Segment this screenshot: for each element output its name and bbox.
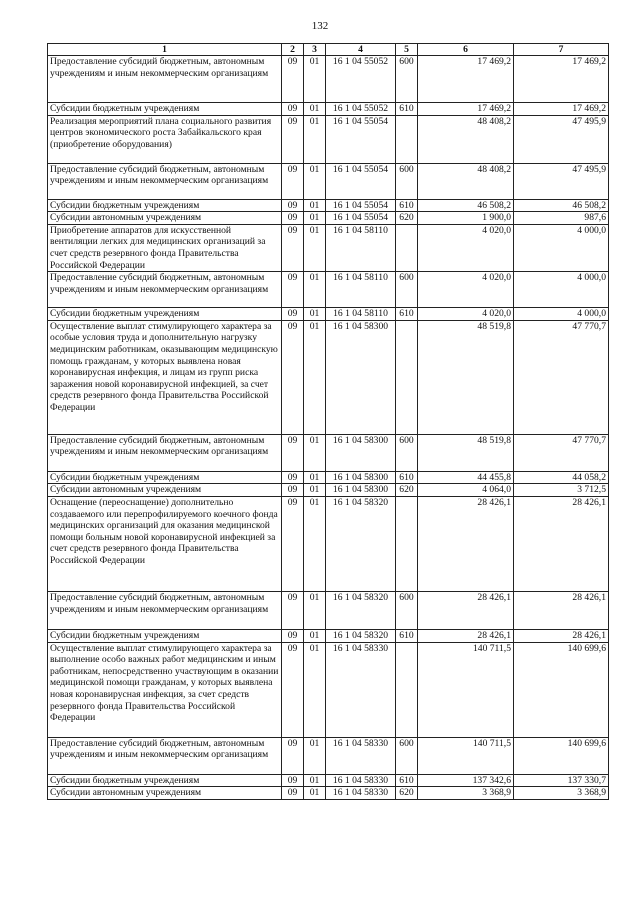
row-sum-actual: 3 712,5 [514, 484, 609, 497]
row-target-article: 16 1 04 55054 [326, 212, 396, 225]
row-sum-actual: 987,6 [514, 212, 609, 225]
table-row [48, 103, 609, 116]
row-target-article: 16 1 04 55052 [326, 56, 396, 103]
row-sum-actual: 28 426,1 [514, 496, 609, 591]
row-expense-type: 600 [396, 737, 418, 774]
header-col-7: 7 [514, 44, 609, 56]
row-subsection: 01 [304, 163, 326, 199]
row-target-article: 16 1 04 58330 [326, 737, 396, 774]
table-row [48, 496, 609, 591]
row-name: Субсидии бюджетным учреждениям [48, 629, 282, 642]
row-sum-actual: 140 699,6 [514, 737, 609, 774]
row-subsection: 01 [304, 434, 326, 471]
row-expense-type: 610 [396, 629, 418, 642]
row-subsection: 01 [304, 308, 326, 321]
row-target-article: 16 1 04 58330 [326, 787, 396, 800]
row-sum-actual: 28 426,1 [514, 629, 609, 642]
row-name: Осуществление выплат стимулирующего характера за особые условия труда и дополнительную нагрузку медицинским работникам, оказывающим медицинскую помощь гражданам, у которых выявлена новая коронавирусная инфекция, и лицам из групп риска заражения новой коронавирусной инфекцией, за счет средств резервного фонда Правительства Российской Федерации [48, 320, 282, 434]
row-subsection: 01 [304, 591, 326, 629]
row-section: 09 [282, 308, 304, 321]
row-target-article: 16 1 04 58330 [326, 642, 396, 737]
row-section: 09 [282, 199, 304, 212]
row-expense-type: 610 [396, 774, 418, 787]
row-sum-actual: 28 426,1 [514, 591, 609, 629]
row-name: Субсидии бюджетным учреждениям [48, 471, 282, 484]
row-section: 09 [282, 484, 304, 497]
row-target-article: 16 1 04 58110 [326, 272, 396, 308]
row-name: Предоставление субсидий бюджетным, автономным учреждениям и иным некоммерческим организациям [48, 434, 282, 471]
row-target-article: 16 1 04 58320 [326, 496, 396, 591]
row-section: 09 [282, 434, 304, 471]
row-subsection: 01 [304, 774, 326, 787]
row-section: 09 [282, 224, 304, 271]
row-expense-type: 600 [396, 56, 418, 103]
row-sum-actual: 44 058,2 [514, 471, 609, 484]
row-subsection: 01 [304, 642, 326, 737]
row-subsection: 01 [304, 272, 326, 308]
row-target-article: 16 1 04 58330 [326, 774, 396, 787]
row-expense-type: 610 [396, 199, 418, 212]
table-row [48, 308, 609, 321]
table-row [48, 737, 609, 774]
row-name: Субсидии бюджетным учреждениям [48, 308, 282, 321]
page-number: 132 [311, 20, 329, 32]
row-sum-plan: 28 426,1 [418, 496, 514, 591]
row-section: 09 [282, 737, 304, 774]
row-section: 09 [282, 591, 304, 629]
row-name: Предоставление субсидий бюджетным, автономным учреждениям и иным некоммерческим организациям [48, 737, 282, 774]
row-target-article: 16 1 04 58110 [326, 308, 396, 321]
table-row [48, 787, 609, 800]
row-sum-plan: 48 519,8 [418, 320, 514, 434]
header-col-6: 6 [418, 44, 514, 56]
row-subsection: 01 [304, 471, 326, 484]
row-sum-actual: 46 508,2 [514, 199, 609, 212]
row-sum-actual: 47 770,7 [514, 434, 609, 471]
table-row [48, 115, 609, 163]
row-target-article: 16 1 04 58320 [326, 629, 396, 642]
row-sum-plan: 140 711,5 [418, 737, 514, 774]
row-sum-actual: 4 000,0 [514, 308, 609, 321]
row-subsection: 01 [304, 320, 326, 434]
row-section: 09 [282, 774, 304, 787]
row-sum-plan: 28 426,1 [418, 591, 514, 629]
row-sum-plan: 4 064,0 [418, 484, 514, 497]
table-body [48, 56, 609, 800]
table-row [48, 774, 609, 787]
row-sum-plan: 4 020,0 [418, 224, 514, 271]
row-section: 09 [282, 272, 304, 308]
row-section: 09 [282, 103, 304, 116]
row-sum-plan: 17 469,2 [418, 103, 514, 116]
row-target-article: 16 1 04 58110 [326, 224, 396, 271]
row-expense-type: 620 [396, 484, 418, 497]
row-subsection: 01 [304, 56, 326, 103]
row-sum-actual: 4 000,0 [514, 224, 609, 271]
header-col-2: 2 [282, 44, 304, 56]
table-row [48, 56, 609, 103]
table-row [48, 591, 609, 629]
row-name: Осуществление выплат стимулирующего характера за выполнение особо важных работ медицинским и иным работникам, непосредственно участвующим в оказании медицинской помощи гражданам, у которых выявлена новая коронавирусная инфекция, за счет средств резервного фонда Правительства Российской Федерации [48, 642, 282, 737]
row-name: Приобретение аппаратов для искусственной вентиляции легких для медицинских организаций за счет средств резервного фонда Правительства Российской Федерации [48, 224, 282, 271]
budget-table [47, 43, 609, 800]
row-subsection: 01 [304, 484, 326, 497]
row-name: Предоставление субсидий бюджетным, автономным учреждениям и иным некоммерческим организациям [48, 591, 282, 629]
row-name: Субсидии бюджетным учреждениям [48, 774, 282, 787]
row-expense-type: 610 [396, 103, 418, 116]
header-row [48, 44, 609, 56]
row-expense-type [396, 224, 418, 271]
row-section: 09 [282, 115, 304, 163]
table-row [48, 272, 609, 308]
table-row [48, 224, 609, 271]
header-col-1: 1 [48, 44, 282, 56]
row-section: 09 [282, 496, 304, 591]
row-section: 09 [282, 163, 304, 199]
row-sum-plan: 137 342,6 [418, 774, 514, 787]
row-subsection: 01 [304, 115, 326, 163]
row-name: Субсидии автономным учреждениям [48, 787, 282, 800]
table-row [48, 434, 609, 471]
row-expense-type: 620 [396, 212, 418, 225]
row-expense-type: 600 [396, 272, 418, 308]
row-target-article: 16 1 04 58300 [326, 471, 396, 484]
header-col-3: 3 [304, 44, 326, 56]
row-expense-type [396, 496, 418, 591]
row-subsection: 01 [304, 787, 326, 800]
row-expense-type: 610 [396, 471, 418, 484]
row-name: Реализация мероприятий плана социального развития центров экономического роста Забайкальского края (приобретение оборудования) [48, 115, 282, 163]
row-expense-type: 620 [396, 787, 418, 800]
table-row [48, 471, 609, 484]
row-sum-actual: 17 469,2 [514, 56, 609, 103]
row-section: 09 [282, 787, 304, 800]
row-sum-actual: 47 495,9 [514, 115, 609, 163]
table-row [48, 199, 609, 212]
table-row [48, 212, 609, 225]
row-sum-plan: 46 508,2 [418, 199, 514, 212]
row-target-article: 16 1 04 58300 [326, 320, 396, 434]
row-expense-type: 600 [396, 163, 418, 199]
row-sum-plan: 48 408,2 [418, 115, 514, 163]
row-name: Субсидии бюджетным учреждениям [48, 103, 282, 116]
row-sum-actual: 47 770,7 [514, 320, 609, 434]
row-expense-type [396, 115, 418, 163]
row-name: Субсидии автономным учреждениям [48, 212, 282, 225]
row-section: 09 [282, 212, 304, 225]
row-sum-plan: 4 020,0 [418, 308, 514, 321]
row-section: 09 [282, 471, 304, 484]
row-subsection: 01 [304, 629, 326, 642]
row-sum-actual: 3 368,9 [514, 787, 609, 800]
row-sum-plan: 48 408,2 [418, 163, 514, 199]
row-name: Субсидии автономным учреждениям [48, 484, 282, 497]
row-subsection: 01 [304, 199, 326, 212]
row-expense-type: 610 [396, 308, 418, 321]
row-target-article: 16 1 04 55054 [326, 115, 396, 163]
row-sum-plan: 44 455,8 [418, 471, 514, 484]
row-name: Субсидии бюджетным учреждениям [48, 199, 282, 212]
row-subsection: 01 [304, 103, 326, 116]
row-name: Предоставление субсидий бюджетным, автономным учреждениям и иным некоммерческим организациям [48, 272, 282, 308]
row-expense-type: 600 [396, 434, 418, 471]
table-row [48, 320, 609, 434]
row-expense-type [396, 642, 418, 737]
header-col-4: 4 [326, 44, 396, 56]
row-section: 09 [282, 56, 304, 103]
row-target-article: 16 1 04 55052 [326, 103, 396, 116]
row-subsection: 01 [304, 212, 326, 225]
row-target-article: 16 1 04 58300 [326, 484, 396, 497]
row-subsection: 01 [304, 496, 326, 591]
row-target-article: 16 1 04 55054 [326, 163, 396, 199]
row-sum-plan: 28 426,1 [418, 629, 514, 642]
row-target-article: 16 1 04 55054 [326, 199, 396, 212]
row-sum-actual: 47 495,9 [514, 163, 609, 199]
row-expense-type: 600 [396, 591, 418, 629]
row-sum-plan: 4 020,0 [418, 272, 514, 308]
row-sum-plan: 3 368,9 [418, 787, 514, 800]
table-row [48, 629, 609, 642]
table-row [48, 484, 609, 497]
header-col-5: 5 [396, 44, 418, 56]
row-subsection: 01 [304, 224, 326, 271]
row-subsection: 01 [304, 737, 326, 774]
table-row [48, 163, 609, 199]
row-target-article: 16 1 04 58300 [326, 434, 396, 471]
row-sum-plan: 140 711,5 [418, 642, 514, 737]
row-sum-actual: 137 330,7 [514, 774, 609, 787]
row-sum-plan: 17 469,2 [418, 56, 514, 103]
row-target-article: 16 1 04 58320 [326, 591, 396, 629]
row-section: 09 [282, 629, 304, 642]
row-name: Предоставление субсидий бюджетным, автономным учреждениям и иным некоммерческим организациям [48, 56, 282, 103]
row-section: 09 [282, 320, 304, 434]
row-name: Оснащение (переоснащение) дополнительно создаваемого или перепрофилируемого коечного фонда медицинских организаций для оказания медицинской помощи больным новой коронавирусной инфекцией за счет средств резервного фонда Правительства Российской Федерации [48, 496, 282, 591]
row-sum-actual: 4 000,0 [514, 272, 609, 308]
row-sum-plan: 1 900,0 [418, 212, 514, 225]
row-sum-actual: 140 699,6 [514, 642, 609, 737]
row-name: Предоставление субсидий бюджетным, автономным учреждениям и иным некоммерческим организациям [48, 163, 282, 199]
table-header [48, 44, 609, 56]
row-section: 09 [282, 642, 304, 737]
row-expense-type [396, 320, 418, 434]
row-sum-plan: 48 519,8 [418, 434, 514, 471]
row-sum-actual: 17 469,2 [514, 103, 609, 116]
table-row [48, 642, 609, 737]
